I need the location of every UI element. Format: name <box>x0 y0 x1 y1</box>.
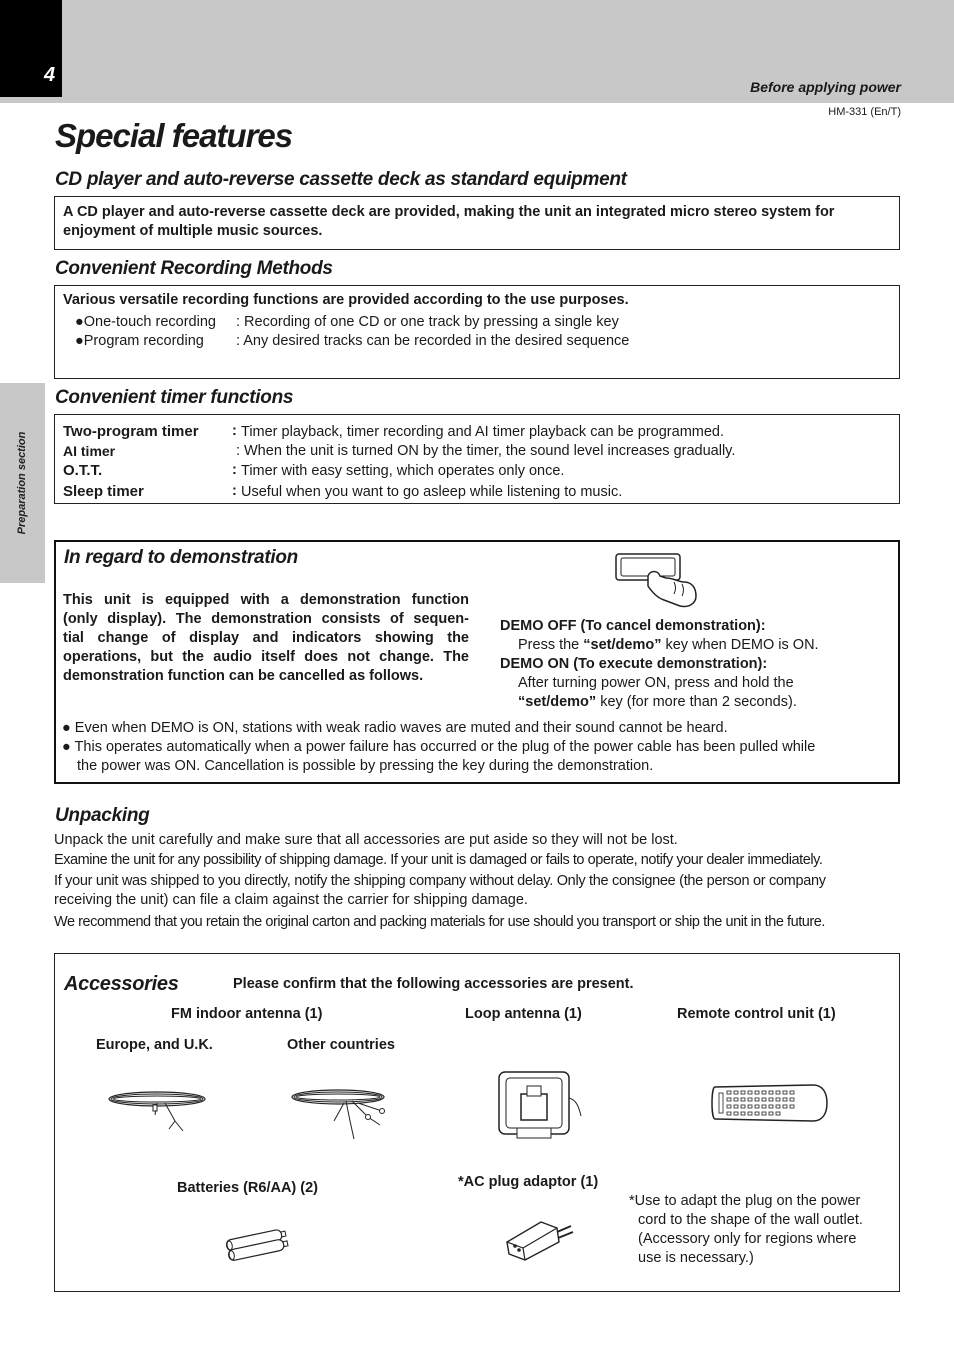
recording-item-desc: : Any desired tracks can be recorded in the desired sequence <box>236 333 630 349</box>
europe-label: Europe, and U.K. <box>96 1037 213 1053</box>
demo-on-line: After turning power ON, press and hold the <box>518 675 794 691</box>
demo-off-pre: Press the <box>518 637 584 653</box>
set-demo-key-icon <box>614 552 704 610</box>
batteries-icon <box>221 1226 295 1262</box>
accessories-box <box>54 953 900 1292</box>
recording-item-label: ●One-touch recording <box>75 314 216 330</box>
demo-heading: In regard to demonstration <box>64 547 298 568</box>
timer-box <box>54 414 900 504</box>
unpacking-heading: Unpacking <box>55 805 150 826</box>
demo-left-line: demonstration function can be cancelled as follows. <box>63 668 424 684</box>
loop-antenna-label: Loop antenna (1) <box>465 1006 582 1022</box>
fm-antenna-label: FM indoor antenna (1) <box>171 1006 323 1022</box>
demo-bullet-text: Even when DEMO is ON, stations with weak radio waves are muted and their sound cannot be heard. <box>74 720 728 736</box>
demo-bullet-2 <box>62 739 815 755</box>
fm-antenna-europe-icon <box>105 1081 209 1133</box>
ac-adaptor-label: *AC plug adaptor (1) <box>458 1174 599 1190</box>
timer-desc: Useful when you want to go asleep while listening to music. <box>241 484 623 500</box>
accessories-heading: Accessories <box>64 973 179 995</box>
demo-left-line: (only display). The demonstration consists of sequen- <box>63 611 469 627</box>
demo-box <box>54 540 900 784</box>
timer-colon: : <box>232 462 237 478</box>
cd-box <box>54 196 900 250</box>
demo-bullet-1 <box>62 720 728 736</box>
unpacking-line: Examine the unit for any possibility of shipping damage. If your unit is damaged or fails to operate, notify your dealer immediately. <box>54 852 823 868</box>
loop-antenna-icon <box>495 1068 585 1142</box>
timer-heading: Convenient timer functions <box>55 387 294 408</box>
unpacking-line: Unpack the unit carefully and make sure that all accessories are put aside so they will not be lost. <box>54 832 678 848</box>
timer-desc: When the unit is turned ON by the timer, the sound level increases gradually. <box>244 443 736 459</box>
header-section-title: Before applying power <box>750 79 901 95</box>
cd-text: A CD player and auto-reverse cassette deck are provided, making the unit an integrated micro stereo system for enjoyment of multiple music sources. <box>63 204 835 239</box>
demo-key-name: “set/demo” <box>518 694 597 710</box>
batteries-label: Batteries (R6/AA) (2) <box>177 1180 318 1196</box>
demo-bullet-2-cont: the power was ON. Cancellation is possible by pressing the key during the demonstration. <box>77 758 654 774</box>
side-tab-label: Preparation section <box>16 431 28 535</box>
recording-heading: Convenient Recording Methods <box>55 258 333 279</box>
fm-antenna-other-icon <box>288 1081 392 1141</box>
ac-note-line: cord to the shape of the wall outlet. <box>638 1212 863 1228</box>
ac-note-line: use is necessary.) <box>638 1250 754 1266</box>
demo-key-name: “set/demo” <box>583 637 662 653</box>
unpacking-line: receiving the unit) can file a claim against the carrier for shipping damage. <box>54 892 528 908</box>
remote-control-icon <box>709 1083 829 1123</box>
timer-label: AI timer <box>63 443 116 459</box>
recording-intro: Various versatile recording functions are provided according to the use purposes. <box>63 292 629 308</box>
demo-off-title: DEMO OFF (To cancel demonstration): <box>500 618 766 634</box>
recording-item-label: ●Program recording <box>75 333 204 349</box>
timer-colon: : <box>236 443 241 459</box>
cd-heading: CD player and auto-reverse cassette deck as standard equipment <box>55 169 627 190</box>
timer-label: Two-program timer <box>63 423 199 440</box>
demo-on-line2 <box>518 694 797 710</box>
demo-bullet-text: This operates automatically when a power failure has occurred or the plug of the power cable has been pulled while <box>74 739 816 755</box>
other-countries-label: Other countries <box>287 1037 395 1053</box>
bullet-icon: ● <box>62 720 71 736</box>
recording-item-desc: : Recording of one CD or one track by pressing a single key <box>236 314 619 330</box>
timer-label: O.T.T. <box>63 462 103 479</box>
timer-label: Sleep timer <box>63 483 144 500</box>
timer-colon: : <box>232 483 237 499</box>
model-number: HM-331 (En/T) <box>828 106 901 118</box>
timer-colon: : <box>232 423 237 439</box>
unpacking-line: If your unit was shipped to you directly, notify the shipping company without delay. Only the consignee (the person or company <box>54 873 826 889</box>
demo-on-title: DEMO ON (To execute demonstration): <box>500 656 768 672</box>
ac-note-line: (Accessory only for regions where <box>638 1231 857 1247</box>
page-number: 4 <box>44 64 56 86</box>
ac-plug-adaptor-icon <box>501 1212 577 1262</box>
recording-box <box>54 285 900 379</box>
bullet-icon: ● <box>62 739 71 755</box>
demo-off-line <box>518 637 819 653</box>
demo-left-line: operations, but the audio itself does not change. The <box>63 649 469 665</box>
demo-off-post: key when DEMO is ON. <box>661 637 819 653</box>
accessories-confirm: Please confirm that the following accessories are present. <box>233 976 634 992</box>
page-title: Special features <box>55 117 293 154</box>
remote-label: Remote control unit (1) <box>677 1006 836 1022</box>
ac-note-line: *Use to adapt the plug on the power <box>629 1193 861 1209</box>
unpacking-line: We recommend that you retain the original carton and packing materials for use should you transport or ship the unit in the future. <box>54 914 825 930</box>
demo-left-line: tial change of display and indicators showing the <box>63 630 469 646</box>
demo-on-post: key (for more than 2 seconds). <box>596 694 797 710</box>
demo-left-line: This unit is equipped with a demonstration function <box>63 592 469 608</box>
timer-desc: Timer playback, timer recording and AI timer playback can be programmed. <box>241 424 725 440</box>
timer-desc: Timer with easy setting, which operates only once. <box>241 463 565 479</box>
